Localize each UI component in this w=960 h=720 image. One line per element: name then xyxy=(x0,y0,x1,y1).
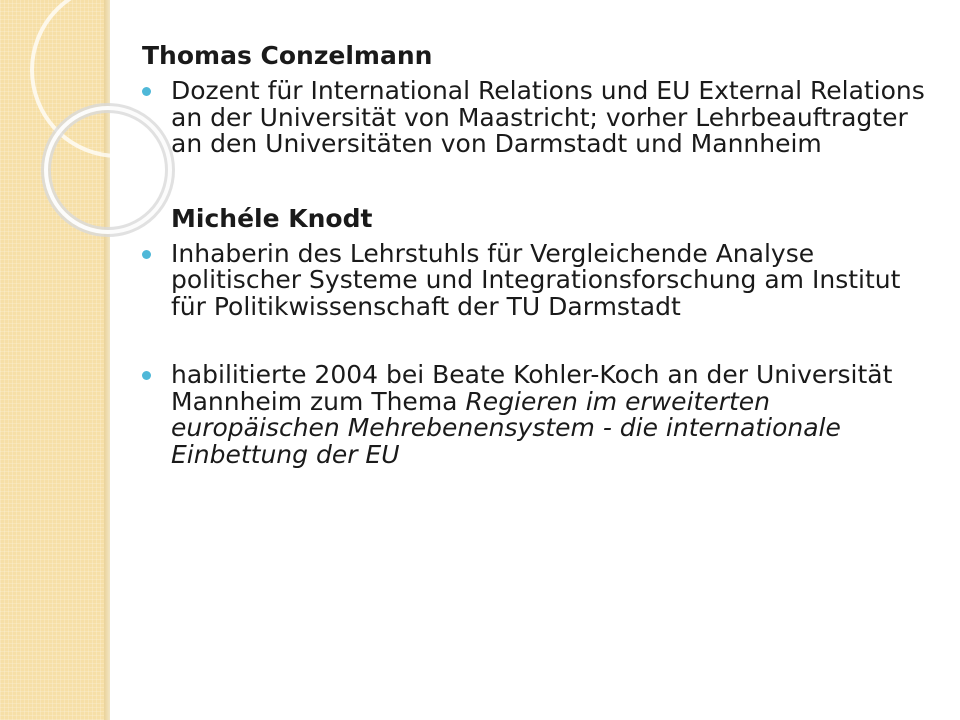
bullet-dot-icon xyxy=(142,371,151,380)
person2-bio2-bullet xyxy=(142,362,932,468)
person1-bio-bullet xyxy=(142,78,932,158)
slide-content xyxy=(142,40,932,468)
person2-bio1: Inhaberin des Lehrstuhls für Vergleichende Analyse politischer Systeme und Integrationsforschung am Institut für Politikwissenschaft der TU Darmstadt xyxy=(171,238,901,321)
person2-bio1-bullet xyxy=(142,238,932,321)
person2-bio2-italic: Regieren im erweiterten europäischen Mehrebenensystem - die internationale Einbettung der EU xyxy=(171,386,841,469)
person2-bio2-plain: habilitierte 2004 bei Beate Kohler-Koch an der Universität Mannheim zum Thema xyxy=(171,360,893,416)
person1-name: Thomas Conzelmann xyxy=(142,41,433,70)
bullet-dot-icon xyxy=(142,250,151,259)
person1-bio: Dozent für International Relations und EU External Relations an der Universität von Maastricht; vorher Lehrbeauftragter an den Universitäten von Darmstadt und Mannheim xyxy=(171,76,925,158)
person2-name: Michéle Knodt xyxy=(171,203,373,233)
bullet-dot-icon xyxy=(142,87,151,96)
